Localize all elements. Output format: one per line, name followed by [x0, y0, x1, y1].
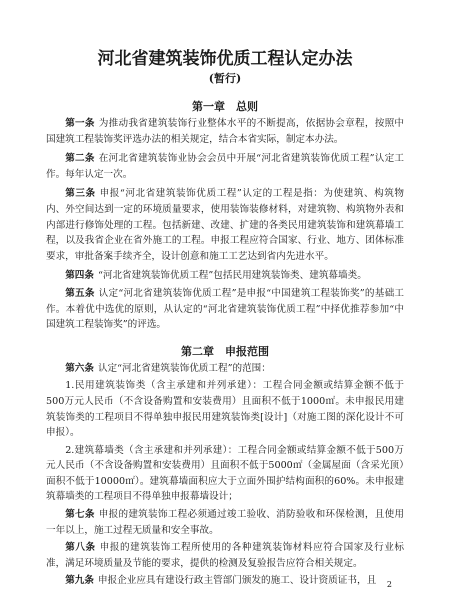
article-paragraph — [46, 286, 404, 333]
document-title: 河北省建筑装饰优质工程认定办法 — [97, 49, 353, 69]
article-text: 申报“河北省建筑装饰优质工程”认定的工程是指：为使建筑、构筑物内、外空间达到一定的环境质量要求，使用装饰装修材料，对建筑物、构筑物外表和内部进行修饰处理的工程。包括新建、改建、扩建的各类民用建筑装饰和建筑幕墙工程，以及我省企业在省外施工的工程。申报工程应符合国家、行业、地方、团体标准要求，审批备案手续齐全，设计创意和施工工艺达到省内先进水平。 — [46, 188, 405, 262]
list-item: 2.建筑幕墙类（含主承建和并列承建）：工程合同金额或结算金额不低于500万元人民币（不含设备购置和安装费用）且面积不低于5000㎡（金属屋面（含采光顶）面积不低于10000㎡）。建筑幕墙面积应大于立面外围护结构面积的60%。未申报建筑幕墙类的工程项目不得单独申报幕墙设计； — [46, 444, 404, 503]
article-label: 第一条 — [65, 118, 95, 129]
article-text: 在河北省建筑装饰业协会会员中开展“河北省建筑装饰优质工程”认定工作。每年认定一次。 — [46, 153, 405, 180]
article-label: 第二条 — [65, 153, 95, 165]
list-item: 1.民用建筑装饰类（含主承建和并列承建）：工程合同金额或结算金额不低于500万元人民币（不含设备购置和安装费用）且面积不低于1000㎡。未申报民用建筑装饰类的工程项目不得单独申报民用建筑装饰类[设计]（对施工图的深化设计不可申报）。 — [46, 380, 404, 439]
article-label: 第四条 — [65, 270, 94, 282]
document-subtitle: (暂行) — [208, 72, 242, 85]
chapter-heading: 第二章 申报范围 — [181, 344, 269, 358]
article-text: 申报企业应具有建设行政主管部门颁发的施工、设计资质证书，且 — [97, 575, 377, 587]
article-paragraph — [46, 573, 404, 589]
article-text: 认定“河北省建筑装饰优质工程”是申报“中国建筑工程装饰奖”的基础工作。本着优中选优的原则，从认定的“河北省建筑装饰优质工程”中择优推荐参加“中国建筑工程装饰奖”的评选。 — [46, 287, 404, 331]
article-paragraph — [46, 186, 404, 264]
article-paragraph — [46, 268, 404, 284]
article-text: 申报的建筑装饰工程所使用的各种建筑装饰材料应符合国家及行业标准，满足环境质量及节能的要求，提供的检测及复验报告应符合相关规定。 — [46, 542, 405, 569]
article-paragraph — [46, 116, 404, 147]
article-text: “河北省建筑装饰优质工程”包括民用建筑装饰类、建筑幕墙类。 — [97, 270, 367, 282]
article-paragraph — [46, 361, 404, 377]
page-number: 2 — [386, 580, 392, 589]
chapter-heading: 第一章 总则 — [192, 100, 258, 113]
article-label: 第三条 — [65, 188, 96, 200]
article-text: 申报的建筑装饰工程必须通过竣工验收、消防验收和环保检测，且使用一年以上，施工过程无质量和安全事故。 — [46, 509, 405, 536]
article-label: 第五条 — [65, 287, 95, 299]
article-text: 为推动我省建筑装饰行业整体水平的不断提高，依据协会章程，按照中国建筑工程装饰奖评选办法的相关规定，结合本省实际，制定本办法。 — [46, 118, 405, 145]
article-paragraph — [46, 507, 404, 538]
article-label: 第六条 — [65, 362, 94, 374]
article-label: 第七条 — [65, 509, 95, 521]
article-paragraph — [46, 540, 404, 571]
article-label: 第九条 — [65, 575, 94, 587]
article-paragraph — [46, 151, 404, 182]
article-label: 第八条 — [65, 542, 96, 554]
article-text: 认定“河北省建筑装饰优质工程”的范围： — [97, 362, 271, 374]
